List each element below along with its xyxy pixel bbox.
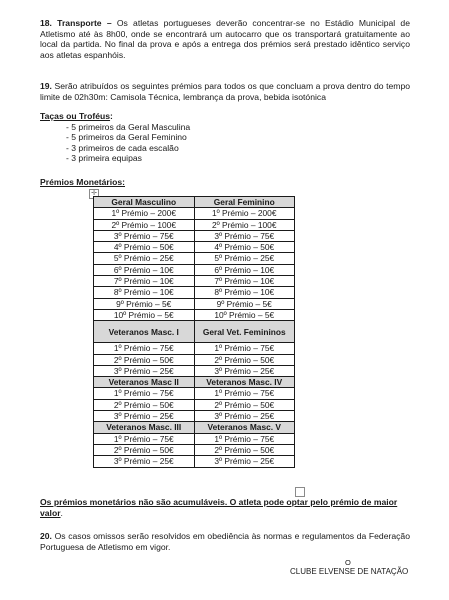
table-row [94, 388, 295, 399]
table-row [94, 354, 295, 365]
table-cell: 2º Prémio – 100€ [94, 219, 195, 230]
table-row [94, 309, 295, 320]
paragraph-20-body: Os casos omissos serão resolvidos em obediência às normas e regulamentos da Federação Portuguesa de Atletismo em vigor. [40, 531, 410, 552]
table-resize-handle-icon[interactable] [295, 487, 305, 497]
money-prizes-heading-text: Prémios Monetários: [40, 177, 126, 187]
prize-table-body [94, 197, 295, 468]
table-cell: 8º Prémio – 10€ [94, 287, 195, 298]
table-cell: 1º Prémio – 75€ [94, 433, 195, 444]
list-item: - 5 primeiros da Geral Feminino [66, 132, 187, 143]
table-row [94, 365, 295, 376]
table-cell: 2º Prémio – 50€ [94, 354, 195, 365]
table-row [94, 444, 295, 455]
table-cell: 10º Prémio – 5€ [94, 309, 195, 320]
accumulation-note-text: Os prémios monetários não são acumuláveis. O atleta pode optar pelo prémio de maior valor [40, 497, 398, 518]
table-row [94, 230, 295, 241]
table-row [94, 433, 295, 444]
header-veteranos-masc-iv: Veteranos Masc. IV [194, 377, 295, 388]
money-prizes-heading [40, 177, 410, 188]
paragraph-19-number: 19. [40, 81, 52, 91]
table-row [94, 208, 295, 219]
paragraph-18 [40, 18, 410, 60]
table-cell: 1º Prémio – 75€ [194, 388, 295, 399]
header-veteranos-masc-i: Veteranos Masc. I [94, 321, 195, 343]
footer-organization: CLUBE ELVENSE DE NATAÇÃO [290, 567, 409, 576]
table-cell: 6º Prémio – 10€ [94, 264, 195, 275]
table-cell: 9º Prémio – 5€ [194, 298, 295, 309]
list-item: - 3 primeira equipas [66, 153, 142, 164]
table-cell: 5º Prémio – 25€ [94, 253, 195, 264]
table-cell: 1º Prémio – 200€ [94, 208, 195, 219]
table-row [94, 321, 295, 343]
header-geral-masculino: Geral Masculino [94, 197, 195, 208]
table-cell: 3º Prémio – 75€ [194, 230, 295, 241]
table-cell: 1º Prémio – 200€ [194, 208, 295, 219]
table-cell: 2º Prémio – 50€ [94, 399, 195, 410]
list-item: - 5 primeiros da Geral Masculina [66, 122, 191, 132]
trophies-heading-text: Taças ou Troféus [40, 111, 111, 121]
table-cell: 3º Prémio – 25€ [194, 456, 295, 467]
table-row [94, 276, 295, 287]
trophies-heading: Taças ou Troféus: [40, 111, 113, 121]
table-cell: 3º Prémio – 75€ [94, 230, 195, 241]
accumulation-note-period: . [60, 507, 63, 518]
list-item: - 3 primeiros de cada escalão [66, 142, 179, 153]
table-row [94, 219, 295, 230]
table-row [94, 197, 295, 208]
header-geral-vet-femininos: Geral Vet. Femininos [194, 321, 295, 343]
paragraph-20 [40, 531, 410, 552]
table-cell: 2º Prémio – 50€ [194, 354, 295, 365]
table-cell: 7º Prémio – 10€ [94, 276, 195, 287]
table-row [94, 242, 295, 253]
table-cell: 10º Prémio – 5€ [194, 309, 295, 320]
table-cell: 1º Prémio – 75€ [194, 343, 295, 354]
paragraph-18-title: 18. Transporte – [40, 18, 112, 28]
accumulation-note [40, 497, 410, 518]
paragraph-19 [40, 81, 410, 102]
table-cell: 2º Prémio – 100€ [194, 219, 295, 230]
table-cell: 3º Prémio – 25€ [94, 456, 195, 467]
table-row [94, 456, 295, 467]
table-row [94, 411, 295, 422]
table-cell: 4º Prémio – 50€ [94, 242, 195, 253]
table-cell: 9º Prémio – 5€ [94, 298, 195, 309]
table-cell: 3º Prémio – 25€ [194, 365, 295, 376]
table-cell: 8º Prémio – 10€ [194, 287, 295, 298]
table-row [94, 422, 295, 433]
header-veteranos-masc-iii: Veteranos Masc. III [94, 422, 195, 433]
table-row [94, 287, 295, 298]
trophies-list [66, 122, 190, 164]
table-row [94, 399, 295, 410]
table-cell: 3º Prémio – 25€ [194, 411, 295, 422]
table-cell: 4º Prémio – 50€ [194, 242, 295, 253]
table-cell: 1º Prémio – 75€ [194, 433, 295, 444]
table-cell: 2º Prémio – 50€ [194, 399, 295, 410]
table-cell: 6º Prémio – 10€ [194, 264, 295, 275]
header-geral-feminino: Geral Feminino [194, 197, 295, 208]
table-cell: 2º Prémio – 50€ [94, 444, 195, 455]
table-cell: 1º Prémio – 75€ [94, 388, 195, 399]
table-move-handle-icon[interactable]: ✛ [89, 189, 99, 199]
prize-table [93, 196, 295, 468]
header-veteranos-masc-v: Veteranos Masc. V [194, 422, 295, 433]
header-veteranos-masc-ii: Veteranos Masc II [94, 377, 195, 388]
table-row [94, 264, 295, 275]
table-cell: 3º Prémio – 25€ [94, 411, 195, 422]
table-cell: 1º Prémio – 75€ [94, 343, 195, 354]
table-row [94, 343, 295, 354]
table-row [94, 298, 295, 309]
table-row [94, 253, 295, 264]
table-cell: 7º Prémio – 10€ [194, 276, 295, 287]
paragraph-19-body: Serão atribuídos os seguintes prémios para todos os que concluam a prova dentro do tempo limite de 02h30m: Camisola Técnica, lembrança da prova, bebida isotónica [40, 81, 410, 102]
footer-mark: O [345, 558, 351, 567]
table-row [94, 377, 295, 388]
table-cell: 2º Prémio – 50€ [194, 444, 295, 455]
table-cell: 5º Prémio – 25€ [194, 253, 295, 264]
table-cell: 3º Prémio – 25€ [94, 365, 195, 376]
paragraph-18-body: Os atletas portugueses deverão concentrar-se no Estádio Municipal de Atletismo até às 8h00, onde se encontrará um autocarro que os transportará gratuitamente ao local da partida. No final da prova e após a entrega dos prémios será prestado idêntico serviço aos atletas espanhóis. [40, 18, 410, 60]
paragraph-20-number: 20. [40, 531, 52, 541]
